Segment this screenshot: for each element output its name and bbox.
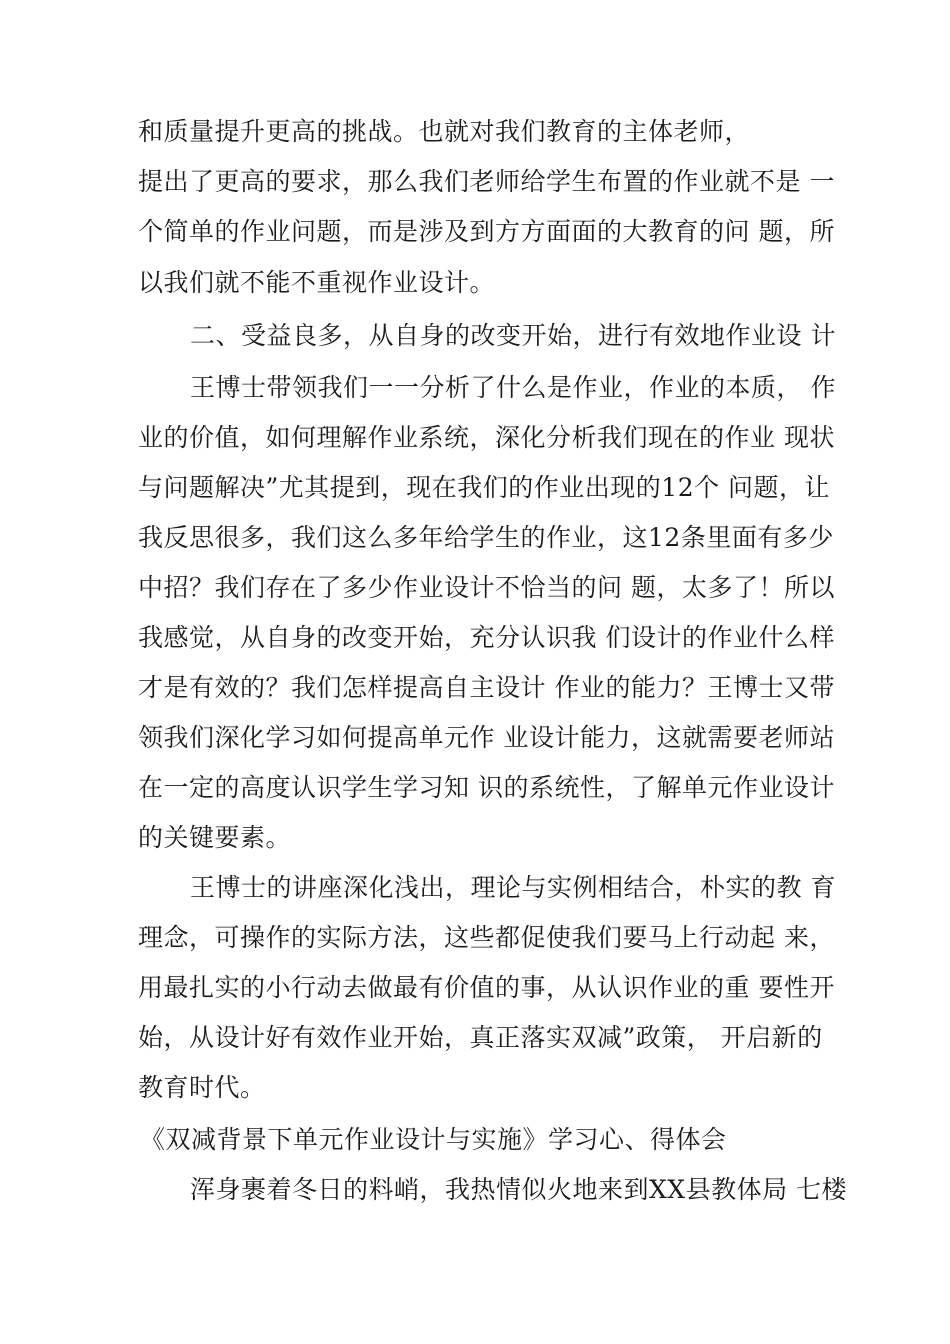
text-line: 始，从设计好有效作业开始，真正落实双减”政策， 开启新的 (138, 1023, 823, 1052)
text-line: 才是有效的？我们怎样提高自主设计 作业的能力？王博士又带 (138, 673, 835, 702)
text-line: 我反思很多，我们这么多年给学生的作业，这12条里面有多少 (138, 523, 834, 552)
text-line: 王博士带领我们一一分析了什么是作业，作业的本质， 作 (190, 373, 836, 402)
text-line: 业的价值，如何理解作业系统，深化分析我们现在的作业 现状 (138, 423, 835, 452)
text-line: 在一定的高度认识学生学习知 识的系统性，了解单元作业设计 (138, 773, 835, 802)
text-line: 个简单的作业问题，而是涉及到方方面面的大教育的问 题，所 (138, 217, 835, 246)
text-line: 和质量提升更高的挑战。也就对我们教育的主体老师， (138, 117, 751, 146)
text-line: 浑身裹着冬日的料峭，我热情似火地来到XX县教体局 七楼 (190, 1175, 848, 1204)
article-title: 《双减背景下单元作业设计与实施》学习心、得体会 (140, 1125, 727, 1154)
section-heading: 二、受益良多，从自身的改变开始，进行有效地作业设 计 (190, 321, 836, 350)
text-line: 理念，可操作的实际方法，这些都促使我们要马上行动起 来， (138, 923, 835, 952)
text-line: 的关键要素。 (138, 823, 292, 852)
text-line: 以我们就不能不重视作业设计。 (138, 268, 496, 297)
text-line: 我感觉，从自身的改变开始，充分认识我 们设计的作业什么样 (138, 623, 835, 652)
text-line: 提出了更高的要求，那么我们老师给学生布置的作业就不是 一 (138, 167, 835, 196)
text-line: 用最扎实的小行动去做最有价值的事，从认识作业的重 要性开 (138, 973, 835, 1002)
text-line: 王博士的讲座深化浅出，理论与实例相结合，朴实的教 育 (190, 873, 836, 902)
text-line: 教育时代。 (138, 1073, 266, 1102)
text-line: 领我们深化学习如何提高单元作 业设计能力，这就需要老师站 (138, 723, 835, 752)
text-line: 与问题解决”尤其提到，现在我们的作业出现的12个 问题，让 (138, 473, 831, 502)
text-line: 中招？我们存在了多少作业设计不恰当的问 题，太多了！所以 (138, 573, 835, 602)
